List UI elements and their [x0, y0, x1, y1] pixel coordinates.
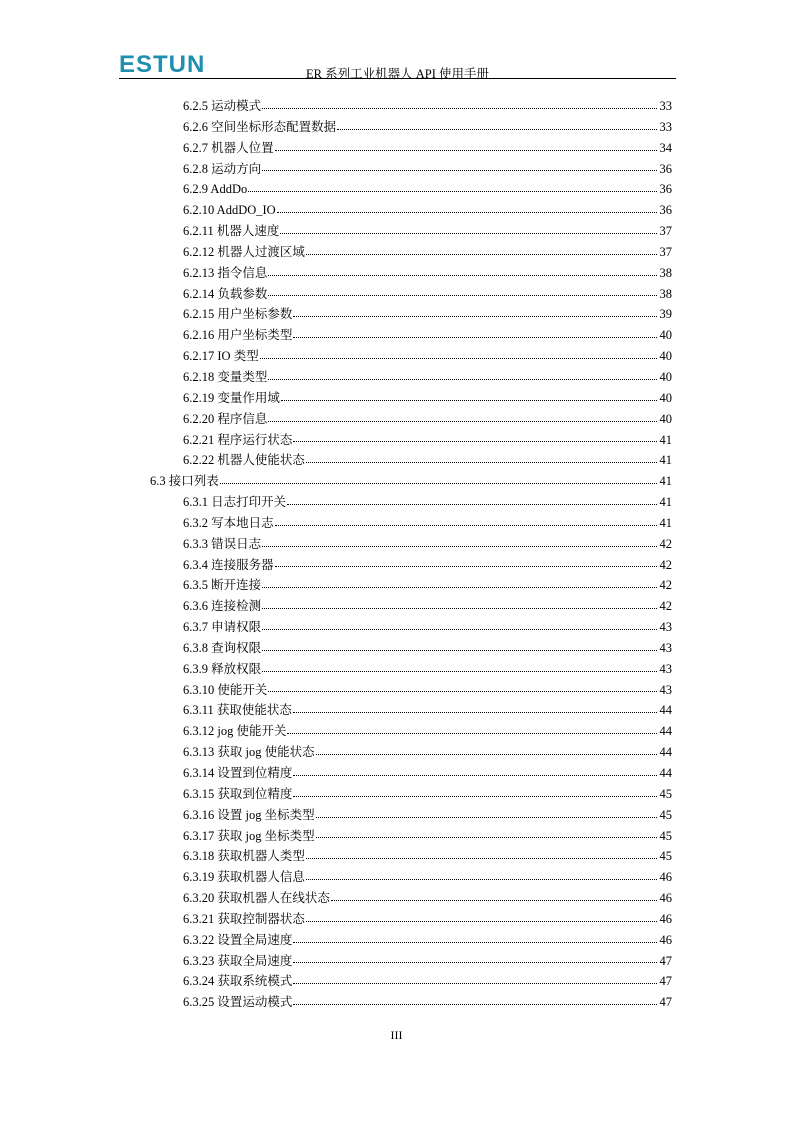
table-of-contents	[150, 96, 672, 1013]
toc-entry[interactable]	[150, 284, 672, 305]
toc-entry-label: 6.2.22 机器人使能状态	[183, 453, 305, 468]
toc-entry[interactable]	[150, 805, 672, 826]
toc-entry[interactable]	[150, 555, 672, 576]
toc-entry-label: 6.3.23 获取全局速度	[183, 953, 293, 968]
toc-leader-dots	[275, 524, 657, 526]
toc-leader-dots	[306, 878, 657, 880]
toc-entry[interactable]	[150, 534, 672, 555]
toc-entry[interactable]	[150, 742, 672, 763]
toc-entry[interactable]	[150, 638, 672, 659]
toc-entry-label: 6.3.1 日志打印开关	[183, 495, 287, 510]
toc-entry[interactable]	[150, 179, 672, 200]
toc-entry[interactable]	[150, 784, 672, 805]
toc-entry-label: 6.3.7 申请权限	[183, 620, 262, 635]
toc-entry[interactable]	[150, 596, 672, 617]
toc-entry-page: 44	[659, 745, 672, 760]
toc-entry-label: 6.2.11 机器人速度	[183, 224, 280, 239]
toc-entry-page: 33	[659, 119, 672, 134]
toc-leader-dots	[316, 816, 657, 818]
toc-entry-page: 37	[659, 244, 672, 259]
toc-entry-label: 6.3.6 连接检测	[183, 599, 262, 614]
toc-entry[interactable]	[150, 304, 672, 325]
toc-entry-label: 6.2.15 用户坐标参数	[183, 307, 293, 322]
header-title: ER 系列工业机器人 API 使用手册	[306, 67, 489, 81]
toc-entry-page: 39	[659, 307, 672, 322]
toc-leader-dots	[220, 482, 657, 484]
toc-entry-page: 47	[659, 974, 672, 989]
toc-entry-page: 36	[659, 203, 672, 218]
toc-entry[interactable]	[150, 951, 672, 972]
toc-entry-page: 40	[659, 328, 672, 343]
toc-entry[interactable]	[150, 846, 672, 867]
toc-entry-label: 6.2.6 空间坐标形态配置数据	[183, 119, 337, 134]
toc-entry-page: 41	[659, 432, 672, 447]
toc-entry-label: 6.3.17 获取 jog 坐标类型	[183, 828, 315, 843]
toc-leader-dots	[260, 357, 657, 359]
toc-leader-dots	[293, 774, 657, 776]
toc-leader-dots	[268, 420, 657, 422]
toc-leader-dots	[268, 378, 657, 380]
toc-entry-page: 44	[659, 703, 672, 718]
toc-entry-page: 40	[659, 349, 672, 364]
toc-entry-page: 45	[659, 807, 672, 822]
toc-leader-dots	[268, 294, 657, 296]
toc-entry-label: 6.3.11 获取使能状态	[183, 703, 292, 718]
toc-leader-dots	[293, 795, 657, 797]
toc-leader-dots	[331, 899, 657, 901]
toc-entry-page: 42	[659, 578, 672, 593]
toc-leader-dots	[306, 857, 657, 859]
toc-entry[interactable]	[150, 721, 672, 742]
toc-leader-dots	[281, 399, 657, 401]
toc-leader-dots	[262, 607, 657, 609]
toc-entry-page: 45	[659, 786, 672, 801]
toc-entry-page: 41	[659, 495, 672, 510]
toc-entry-label: 6.2.21 程序运行状态	[183, 432, 293, 447]
toc-entry-label: 6.2.8 运动方向	[183, 161, 262, 176]
toc-entry-label: 6.3.19 获取机器人信息	[183, 870, 305, 885]
toc-entry-label: 6.3.15 获取到位精度	[183, 786, 293, 801]
toc-entry-page: 46	[659, 932, 672, 947]
toc-leader-dots	[287, 732, 657, 734]
toc-entry-page: 41	[659, 515, 672, 530]
toc-leader-dots	[293, 961, 657, 963]
toc-leader-dots	[262, 649, 657, 651]
toc-entry[interactable]	[150, 763, 672, 784]
toc-entry[interactable]	[150, 492, 672, 513]
toc-leader-dots	[293, 941, 657, 943]
toc-entry[interactable]	[150, 971, 672, 992]
footer-page-number: III	[390, 1028, 403, 1042]
toc-leader-dots	[306, 253, 657, 255]
toc-leader-dots	[262, 169, 657, 171]
toc-leader-dots	[287, 503, 657, 505]
toc-entry-label: 6.2.10 AddDO_IO	[183, 203, 276, 218]
toc-entry-label: 6.2.13 指令信息	[183, 265, 268, 280]
toc-entry-page: 36	[659, 161, 672, 176]
toc-leader-dots	[293, 336, 657, 338]
toc-entry[interactable]	[150, 388, 672, 409]
toc-entry-page: 45	[659, 828, 672, 843]
toc-entry[interactable]	[150, 138, 672, 159]
toc-leader-dots	[275, 565, 657, 567]
toc-entry-page: 47	[659, 953, 672, 968]
toc-leader-dots	[268, 690, 657, 692]
toc-entry[interactable]	[150, 680, 672, 701]
toc-entry-label: 6.2.16 用户坐标类型	[183, 328, 293, 343]
toc-leader-dots	[316, 753, 657, 755]
toc-leader-dots	[277, 211, 657, 213]
toc-entry-label: 6.3.16 设置 jog 坐标类型	[183, 807, 315, 822]
toc-entry-page: 36	[659, 182, 672, 197]
toc-entry[interactable]	[150, 430, 672, 451]
toc-entry-label: 6.3.24 获取系统模式	[183, 974, 293, 989]
toc-leader-dots	[293, 1003, 657, 1005]
svg-text:ESTUN: ESTUN	[119, 51, 206, 78]
toc-entry-page: 37	[659, 224, 672, 239]
toc-entry-page: 46	[659, 870, 672, 885]
toc-entry-label: 6.2.19 变量作用域	[183, 390, 280, 405]
toc-leader-dots	[275, 149, 657, 151]
toc-entry[interactable]	[150, 700, 672, 721]
toc-entry-label: 6.2.12 机器人过渡区域	[183, 244, 305, 259]
toc-entry-page: 40	[659, 390, 672, 405]
toc-entry-page: 46	[659, 911, 672, 926]
toc-entry-label: 6.2.7 机器人位置	[183, 140, 274, 155]
toc-entry-label: 6.3.20 获取机器人在线状态	[183, 891, 330, 906]
toc-entry-label: 6.3.14 设置到位精度	[183, 766, 293, 780]
toc-entry-page: 43	[659, 640, 672, 655]
toc-entry[interactable]	[150, 409, 672, 430]
toc-entry-label: 6.3.2 写本地日志	[183, 515, 274, 530]
toc-leader-dots	[293, 315, 657, 317]
toc-leader-dots	[306, 461, 657, 463]
toc-entry-page: 46	[659, 891, 672, 906]
toc-entry[interactable]	[150, 867, 672, 888]
toc-entry[interactable]	[150, 909, 672, 930]
toc-entry-page: 34	[659, 140, 672, 155]
toc-entry-label: 6.3.18 获取机器人类型	[183, 849, 305, 864]
toc-leader-dots	[262, 107, 657, 109]
toc-entry-page: 42	[659, 536, 672, 551]
toc-entry[interactable]	[150, 325, 672, 346]
toc-leader-dots	[280, 232, 657, 234]
toc-entry-page: 41	[659, 453, 672, 468]
toc-leader-dots	[248, 190, 657, 192]
toc-entry-label: 6.3.9 释放权限	[183, 661, 262, 676]
toc-entry-label: 6.2.18 变量类型	[183, 369, 268, 384]
toc-entry[interactable]	[150, 200, 672, 221]
toc-entry-label: 6.3.3 错误日志	[183, 536, 262, 551]
toc-entry[interactable]	[150, 242, 672, 263]
toc-entry-page: 42	[659, 557, 672, 572]
toc-entry[interactable]	[150, 617, 672, 638]
toc-entry-page: 44	[659, 724, 672, 739]
toc-entry[interactable]	[150, 930, 672, 951]
toc-leader-dots	[293, 440, 657, 442]
toc-leader-dots	[268, 274, 657, 276]
toc-entry-page: 44	[659, 766, 672, 780]
toc-entry[interactable]	[150, 117, 672, 138]
toc-entry-label: 6.3 接口列表	[150, 474, 219, 489]
toc-entry-label: 6.2.5 运动模式	[183, 99, 262, 113]
toc-entry-page: 45	[659, 849, 672, 864]
toc-entry[interactable]	[150, 575, 672, 596]
toc-entry[interactable]	[150, 159, 672, 180]
toc-leader-dots	[293, 711, 657, 713]
toc-leader-dots	[262, 670, 657, 672]
toc-entry-page: 47	[659, 995, 672, 1010]
toc-entry-page: 38	[659, 265, 672, 280]
toc-entry-label: 6.3.5 断开连接	[183, 578, 262, 593]
toc-entry[interactable]	[150, 992, 672, 1013]
toc-entry[interactable]	[150, 367, 672, 388]
toc-leader-dots	[262, 586, 657, 588]
toc-entry[interactable]	[150, 96, 672, 117]
toc-entry-label: 6.2.9 AddDo	[183, 182, 248, 197]
toc-leader-dots	[293, 982, 657, 984]
toc-entry[interactable]	[150, 513, 672, 534]
toc-entry-label: 6.2.20 程序信息	[183, 411, 268, 426]
toc-leader-dots	[262, 628, 657, 630]
header-rule	[119, 78, 676, 79]
page-header	[119, 50, 676, 80]
toc-entry-label: 6.3.10 使能开关	[183, 682, 268, 697]
toc-entry-label: 6.3.25 设置运动模式	[183, 995, 293, 1010]
toc-entry-page: 43	[659, 620, 672, 635]
toc-leader-dots	[262, 545, 657, 547]
toc-entry[interactable]	[150, 346, 672, 367]
toc-entry[interactable]	[150, 888, 672, 909]
toc-entry-page: 41	[659, 474, 672, 489]
toc-entry-label: 6.3.21 获取控制器状态	[183, 911, 305, 926]
toc-entry-page: 38	[659, 286, 672, 301]
toc-leader-dots	[337, 128, 657, 130]
toc-entry[interactable]	[150, 450, 672, 471]
toc-entry-label: 6.3.22 设置全局速度	[183, 932, 293, 947]
toc-entry-label: 6.2.17 IO 类型	[183, 349, 259, 364]
toc-leader-dots	[316, 836, 657, 838]
toc-entry-page: 42	[659, 599, 672, 614]
toc-entry[interactable]	[150, 826, 672, 847]
toc-entry-page: 43	[659, 682, 672, 697]
toc-entry-label: 6.3.12 jog 使能开关	[183, 724, 287, 739]
toc-entry[interactable]	[150, 471, 672, 492]
toc-entry-label: 6.3.8 查询权限	[183, 640, 262, 655]
toc-leader-dots	[306, 920, 657, 922]
toc-entry-page: 40	[659, 369, 672, 384]
toc-entry[interactable]	[150, 659, 672, 680]
toc-entry-page: 43	[659, 661, 672, 676]
toc-entry-page: 33	[659, 99, 672, 113]
toc-entry-page: 40	[659, 411, 672, 426]
toc-entry-label: 6.3.13 获取 jog 使能状态	[183, 745, 315, 760]
toc-entry-label: 6.3.4 连接服务器	[183, 557, 274, 572]
toc-entry[interactable]	[150, 263, 672, 284]
toc-entry-label: 6.2.14 负载参数	[183, 286, 268, 301]
toc-entry[interactable]	[150, 221, 672, 242]
